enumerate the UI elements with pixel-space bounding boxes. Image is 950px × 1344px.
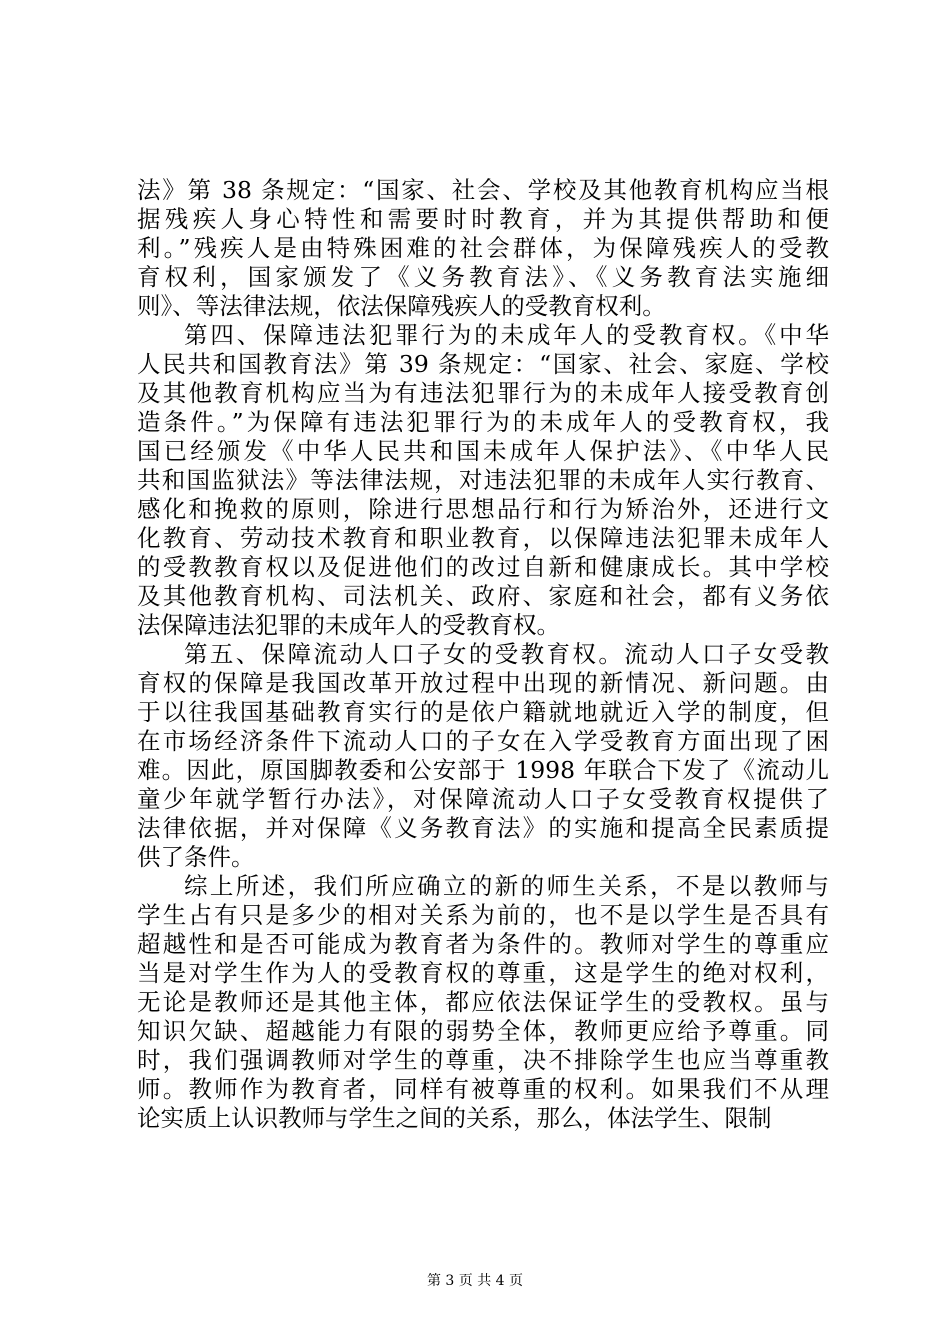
text-line: 无论是教师还是其他主体，都应依法保证学生的受教权。虽与 xyxy=(137,988,829,1016)
paragraph xyxy=(137,872,829,1133)
text-line: 师。教师作为教育者，同样有被尊重的权利。如果我们不从理 xyxy=(137,1075,829,1103)
text-line: 化教育、劳动技术教育和职业教育，以保障违法犯罪未成年人 xyxy=(137,524,829,552)
text-line: 时，我们强调教师对学生的尊重，决不排除学生也应当尊重教 xyxy=(137,1046,829,1074)
text-line: 及其他教育机构、司法机关、政府、家庭和社会，都有义务依 xyxy=(137,582,829,610)
text-line: 难。因此，原国脚教委和公安部于 1998 年联合下发了《流动儿 xyxy=(137,756,829,784)
text-line: 据残疾人身心特性和需要时时教育，并为其提供帮助和便 xyxy=(137,205,829,233)
text-line: 感化和挽救的原则，除进行思想品行和行为矫治外，还进行文 xyxy=(137,495,829,523)
text-line: 法保障违法犯罪的未成年人的受教育权。 xyxy=(137,611,560,639)
text-line: 育权的保障是我国改革开放过程中出现的新情况、新问题。由 xyxy=(137,669,829,697)
text-line: 则》、等法律法规，依法保障残疾人的受教育权利。 xyxy=(137,292,666,320)
text-line: 的受教教育权以及促进他们的改过自新和健康成长。其中学校 xyxy=(137,553,829,581)
text-line: 供了条件。 xyxy=(137,843,255,871)
text-line: 学生占有只是多少的相对关系为前的，也不是以学生是否具有 xyxy=(137,901,829,929)
text-line: 童少年就学暂行办法》，对保障流动人口子女受教育权提供了 xyxy=(137,785,829,813)
text-line: 人民共和国教育法》第 39 条规定：“国家、社会、家庭、学校 xyxy=(137,350,829,378)
text-line: 在市场经济条件下流动人口的子女在入学受教育方面出现了困 xyxy=(137,727,829,755)
text-line: 第五、保障流动人口子女的受教育权。流动人口子女受教 xyxy=(184,640,829,668)
text-line: 当是对学生作为人的受教育权的尊重，这是学生的绝对权利， xyxy=(137,959,829,987)
page-number-label: 第 3 页 共 4 页 xyxy=(426,1273,524,1289)
text-line: 综上所述，我们所应确立的新的师生关系，不是以教师与 xyxy=(184,872,829,900)
text-line: 育权利，国家颁发了《义务教育法》、《义务教育法实施细 xyxy=(137,263,829,291)
page-footer xyxy=(0,1272,950,1290)
paragraph xyxy=(137,176,829,321)
text-line: 共和国监狱法》等法律法规，对违法犯罪的未成年人实行教育、 xyxy=(137,466,829,494)
paragraph xyxy=(137,640,829,872)
text-line: 知识欠缺、超越能力有限的弱势全体，教师更应给予尊重。同 xyxy=(137,1017,829,1045)
text-line: 论实质上认识教师与学生之间的关系，那么，体法学生、限制 xyxy=(137,1104,772,1132)
text-line: 国已经颁发《中华人民共和国未成年人保护法》、《中华人民 xyxy=(137,437,829,465)
document-body xyxy=(137,176,829,1133)
text-line: 及其他教育机构应当为有违法犯罪行为的未成年人接受教育创 xyxy=(137,379,829,407)
text-line: 第四、保障违法犯罪行为的未成年人的受教育权。《中华 xyxy=(184,321,829,349)
text-line: 法》第 38 条规定：“国家、社会、学校及其他教育机构应当根 xyxy=(137,176,829,204)
text-line: 利。”残疾人是由特殊困难的社会群体，为保障残疾人的受教 xyxy=(137,234,829,262)
text-line: 法律依据，并对保障《义务教育法》的实施和提高全民素质提 xyxy=(137,814,829,842)
text-line: 造条件。”为保障有违法犯罪行为的未成年人的受教育权，我 xyxy=(137,408,829,436)
paragraph xyxy=(137,321,829,640)
text-line: 超越性和是否可能成为教育者为条件的。教师对学生的尊重应 xyxy=(137,930,829,958)
text-line: 于以往我国基础教育实行的是依户籍就地就近入学的制度，但 xyxy=(137,698,829,726)
